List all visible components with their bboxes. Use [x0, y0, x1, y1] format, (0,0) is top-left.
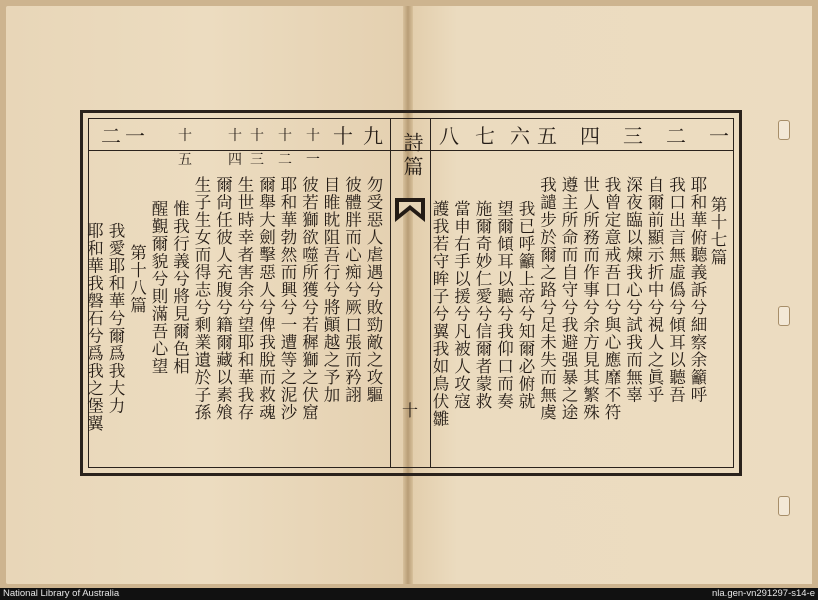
verse-column: 惟我行義兮將見爾色相 — [170, 200, 190, 375]
footer-bar — [0, 588, 818, 600]
verse-column: 我譴步於爾之路兮足未失而無虞 — [537, 176, 557, 421]
footer-identifier: nla.gen-vn291297-s14-e — [712, 588, 815, 599]
verse-column: 生子生女而得志兮剩業遺於子孫 — [192, 176, 211, 421]
header-number: 一 — [709, 124, 729, 148]
verse-column: 耶和華俯聽義訴兮細察余籲呼 — [688, 176, 707, 404]
verse-column: 遵主所命而自守兮我避强暴之途 — [559, 176, 578, 421]
verse-column: 彼若獅欲噬所獲兮若穉獅之伏窟 — [299, 176, 319, 421]
verse-column: 深夜臨以煉我心兮試我而無辜 — [623, 176, 643, 404]
verse-column: 醒覲爾貌兮則滿吾心望 — [149, 200, 168, 375]
verse-column: 耶和華我磐石兮爲我之堡翼 — [84, 222, 104, 432]
header-number: 十一 — [306, 128, 320, 168]
header-number: 八 — [439, 124, 459, 148]
verse-column: 自爾前顯示折中兮視人之眞乎 — [645, 176, 664, 404]
header-number: 五 — [537, 124, 557, 148]
verse-column: 當申右手以援兮凡被人攻寇 — [451, 200, 471, 410]
fishtail-ornament-icon — [393, 196, 427, 226]
verse-column: 爾舉大劍擊惡人兮俾我脫而救魂 — [256, 176, 276, 421]
header-number: 十二 — [278, 128, 292, 168]
binding-hole — [778, 496, 790, 516]
header-number: 六 — [510, 124, 530, 148]
verse-column: 望爾傾耳以聽兮我仰口而奏 — [494, 200, 514, 410]
psalm-heading: 第十八篇 — [127, 244, 147, 314]
header-number: 二 — [666, 124, 686, 148]
header-number: 三 — [623, 124, 643, 148]
verse-column: 生世時幸者害余兮望耶和華我存 — [235, 176, 254, 421]
verse-column: 施爾奇妙仁愛兮信爾者蒙救 — [473, 200, 492, 410]
header-number: 十三 — [250, 128, 264, 168]
binding-hole — [778, 120, 790, 140]
verse-column: 我曾定意戒吾口兮與心應靡不符 — [602, 176, 621, 421]
header-number: 十四 — [228, 128, 242, 168]
header-number: 十五 — [178, 128, 192, 168]
center-title: 詩篇 — [400, 132, 424, 180]
header-number: 九 — [363, 124, 383, 148]
header-number: 四 — [580, 124, 600, 148]
verse-column: 我愛耶和華兮爾爲我大力 — [106, 222, 125, 415]
header-number: 二 — [101, 124, 121, 148]
binding-hole — [778, 306, 790, 326]
header-number: 七 — [475, 124, 495, 148]
folio-number: 十 — [402, 401, 419, 420]
verse-column: 我口出言無虛僞兮傾耳以聽吾 — [666, 176, 686, 404]
verse-column: 我已呼籲上帝兮知爾必俯就 — [516, 200, 535, 410]
verse-column: 彼體胖而心痴兮厥口張而矜詡 — [342, 176, 362, 404]
psalm-heading: 第十七篇 — [708, 196, 727, 266]
verse-column: 目睢眈阻吾行兮將顚越之予加 — [321, 176, 340, 404]
center-column-rule — [390, 118, 391, 468]
footer-source: National Library of Australia — [3, 588, 120, 599]
verse-column: 護我若守眸子兮翼我如鳥伏雛 — [430, 200, 449, 428]
header-number: 一 — [125, 124, 145, 148]
header-number: 十 — [333, 124, 353, 148]
verse-column: 耶和華勃然而興兮一遭等之泥沙 — [278, 176, 297, 421]
verse-column: 爾尙任彼人充腹兮籍爾藏以素飧 — [213, 176, 233, 421]
verse-column: 勿受惡人虐遇兮敗勁敵之攻驅 — [364, 176, 383, 404]
verse-column: 世人所務而作事兮余方見其繁殊 — [580, 176, 600, 421]
